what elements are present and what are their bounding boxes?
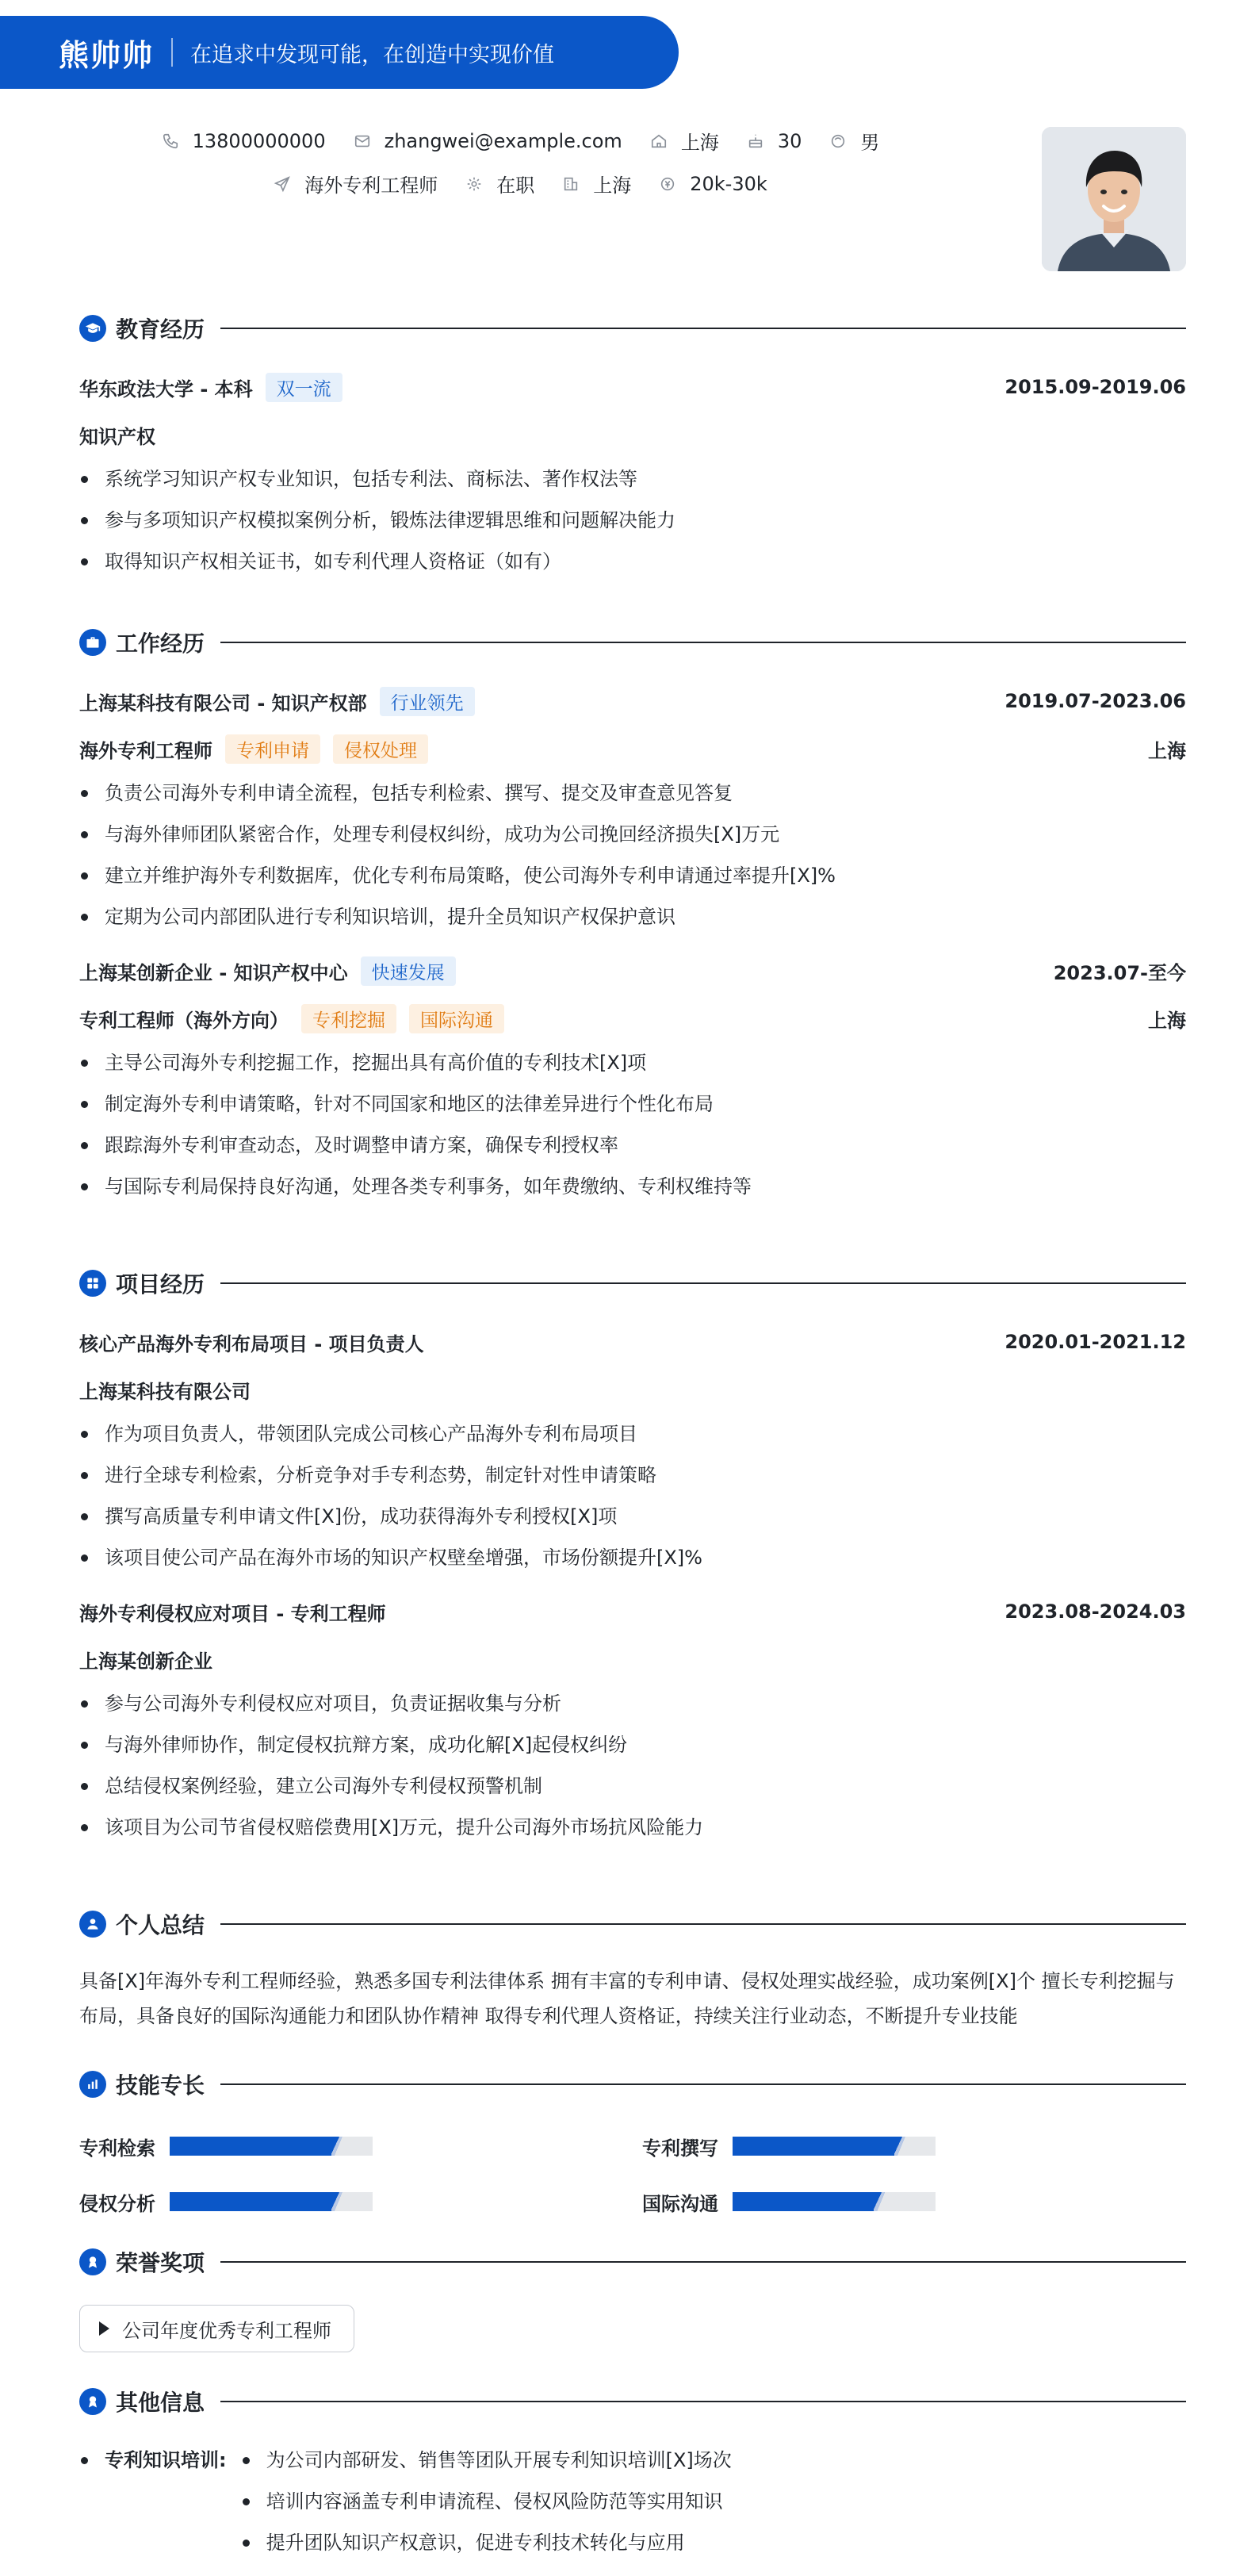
list-item: 培训内容涵盖专利申请流程、侵权风险防范等实用知识 bbox=[241, 2481, 732, 2522]
list-item: 为公司内部研发、销售等团队开展专利知识培训[X]场次 bbox=[241, 2440, 732, 2481]
list-item: 该项目使公司产品在海外市场的知识产权壁垒增强，市场份额提升[X]% bbox=[79, 1537, 1186, 1578]
phone-icon bbox=[159, 130, 182, 152]
work-date: 2023.07-至今 bbox=[1053, 961, 1186, 984]
skill-bar bbox=[733, 2137, 936, 2156]
section-title: 其他信息 bbox=[116, 2390, 205, 2416]
list-item: 作为项目负责人，带领团队完成公司核心产品海外专利布局项目 bbox=[79, 1413, 1186, 1455]
role-tag: 专利申请 bbox=[225, 734, 320, 764]
project-org: 上海某创新企业 bbox=[79, 1650, 212, 1673]
list-item: 与海外律师协作，制定侵权抗辩方案，成功化解[X]起侵权纠纷 bbox=[79, 1724, 1186, 1765]
contact-row-1 bbox=[0, 127, 1039, 155]
skill-bar-fill bbox=[733, 2137, 905, 2156]
other-section bbox=[79, 2386, 1186, 2563]
project-bullets bbox=[79, 1683, 1186, 1848]
education-date: 2015.09-2019.06 bbox=[1005, 376, 1186, 398]
education-header bbox=[79, 312, 1186, 344]
projects-section bbox=[79, 1267, 1186, 1848]
list-item: 撰写高质量专利申请文件[X]份，成功获得海外专利授权[X]项 bbox=[79, 1496, 1186, 1537]
list-item: 该项目为公司节省侵权赔偿费用[X]万元，提升公司海外市场抗风险能力 bbox=[79, 1807, 1186, 1848]
coin-icon bbox=[656, 173, 679, 195]
skill-item bbox=[642, 2130, 1186, 2162]
candidate-motto: 在追求中发现可能，在创造中实现价值 bbox=[190, 42, 555, 67]
skill-name: 国际沟通 bbox=[642, 2192, 718, 2215]
avatar-portrait bbox=[1042, 127, 1186, 271]
skill-name: 专利撰写 bbox=[642, 2137, 718, 2160]
skill-name: 侵权分析 bbox=[79, 2192, 155, 2215]
section-divider bbox=[220, 1282, 1186, 1284]
section-divider bbox=[220, 2083, 1186, 2085]
cake-icon bbox=[744, 130, 767, 152]
skill-item bbox=[79, 2186, 642, 2218]
list-item: 制定海外专利申请策略，针对不同国家和地区的法律差异进行个性化布局 bbox=[79, 1083, 1186, 1125]
building-icon bbox=[560, 173, 582, 195]
work-city: 上海 bbox=[1148, 1009, 1186, 1032]
work-entry bbox=[79, 955, 1186, 1207]
job-role: 专利工程师（海外方向） bbox=[79, 1009, 289, 1032]
chart-icon bbox=[79, 2071, 106, 2098]
section-divider bbox=[220, 328, 1186, 329]
major: 知识产权 bbox=[79, 425, 155, 448]
contact-row-2 bbox=[0, 170, 1039, 197]
briefcase-icon bbox=[79, 629, 106, 656]
work-city: 上海 bbox=[1148, 739, 1186, 762]
section-title: 工作经历 bbox=[116, 631, 205, 657]
skills-header bbox=[79, 2068, 1186, 2100]
list-item: 主导公司海外专利挖掘工作，挖掘出具有高价值的专利技术[X]项 bbox=[79, 1042, 1186, 1083]
contact-city: 上海 bbox=[648, 127, 719, 155]
project-date: 2020.01-2021.12 bbox=[1005, 1331, 1186, 1353]
list-item: 建立并维护海外专利数据库，优化专利布局策略，使公司海外专利申请通过率提升[X]% bbox=[79, 855, 1186, 896]
user-icon bbox=[79, 1911, 106, 1938]
other-header bbox=[79, 2386, 1186, 2417]
header-divider bbox=[171, 38, 173, 67]
skill-name: 专利检索 bbox=[79, 2137, 155, 2160]
skill-item bbox=[642, 2186, 1186, 2218]
award-icon bbox=[79, 2248, 106, 2275]
summary-header bbox=[79, 1908, 1186, 1940]
list-item: 跟踪海外专利审查动态，及时调整申请方案，确保专利授权率 bbox=[79, 1125, 1186, 1166]
contact-expected-city: 上海 bbox=[560, 170, 631, 197]
play-icon bbox=[99, 2321, 109, 2336]
section-divider bbox=[220, 642, 1186, 643]
list-item: 负责公司海外专利申请全流程，包括专利检索、撰写、提交及审查意见答复 bbox=[79, 772, 1186, 814]
list-item: 取得知识产权相关证书，如专利代理人资格证（如有） bbox=[79, 541, 1186, 582]
summary-section bbox=[79, 1908, 1186, 2034]
other-bullets bbox=[241, 2440, 732, 2563]
projects-header bbox=[79, 1267, 1186, 1299]
section-divider bbox=[220, 2401, 1186, 2402]
list-item: 参与多项知识产权模拟案例分析，锻炼法律逻辑思维和问题解决能力 bbox=[79, 500, 1186, 541]
contact-salary: 20k-30k bbox=[656, 173, 767, 195]
section-divider bbox=[220, 1923, 1186, 1925]
education-bullets bbox=[79, 458, 1186, 582]
project-bullets bbox=[79, 1413, 1186, 1578]
contact-gender: 男 bbox=[827, 127, 879, 155]
skill-bar bbox=[733, 2192, 936, 2211]
section-title: 教育经历 bbox=[116, 316, 205, 343]
mail-icon bbox=[351, 130, 373, 152]
project-title: 海外专利侵权应对项目 - 专利工程师 bbox=[79, 1602, 386, 1625]
project-title: 核心产品海外专利布局项目 - 项目负责人 bbox=[79, 1332, 424, 1355]
skill-bar-fill bbox=[733, 2192, 885, 2211]
send-icon bbox=[271, 173, 293, 195]
list-item: 进行全球专利检索，分析竞争对手专利态势，制定针对性申请策略 bbox=[79, 1455, 1186, 1496]
honors-header bbox=[79, 2246, 1186, 2278]
summary-text: 具备[X]年海外专利工程师经验，熟悉多国专利法律体系 拥有丰富的专利申请、侵权处理实战经验，成功案例[X]个 擅长专利挖掘与布局，具备良好的国际沟通能力和团队协作精神 取得专利代理人资格证，持续关注行业动态，不断提升专业技能 bbox=[79, 1970, 1175, 2027]
other-label: 专利知识培训: bbox=[79, 2440, 227, 2563]
education-section bbox=[79, 312, 1186, 582]
work-entry bbox=[79, 685, 1186, 937]
avatar bbox=[1042, 127, 1186, 271]
honor-badge: 公司年度优秀专利工程师 bbox=[79, 2305, 354, 2352]
home-icon bbox=[648, 130, 670, 152]
grid-icon bbox=[79, 1270, 106, 1297]
company-tag: 行业领先 bbox=[380, 687, 475, 716]
list-item: 系统学习知识产权专业知识，包括专利法、商标法、著作权法等 bbox=[79, 458, 1186, 500]
project-date: 2023.08-2024.03 bbox=[1005, 1600, 1186, 1623]
project-entry bbox=[79, 1596, 1186, 1848]
school-name: 华东政法大学 - 本科 bbox=[79, 378, 253, 401]
candidate-name: 熊帅帅 bbox=[59, 37, 155, 73]
gender-icon bbox=[827, 130, 849, 152]
work-header bbox=[79, 627, 1186, 658]
role-tag: 侵权处理 bbox=[333, 734, 428, 764]
contact-job-target: 海外专利工程师 bbox=[271, 170, 438, 197]
section-title: 项目经历 bbox=[116, 1271, 205, 1298]
graduation-cap-icon bbox=[79, 315, 106, 342]
contact-phone[interactable]: 13800000000 bbox=[159, 130, 326, 152]
contact-status: 在职 bbox=[463, 170, 534, 197]
job-role: 海外专利工程师 bbox=[79, 739, 212, 762]
list-item: 提升团队知识产权意识，促进专利技术转化与应用 bbox=[241, 2522, 732, 2563]
skills-grid bbox=[79, 2130, 1186, 2218]
work-section bbox=[79, 627, 1186, 1207]
school-tag: 双一流 bbox=[266, 373, 342, 402]
section-title: 个人总结 bbox=[116, 1912, 205, 1938]
work-bullets bbox=[79, 772, 1186, 937]
work-bullets bbox=[79, 1042, 1186, 1207]
award-icon bbox=[79, 2388, 106, 2415]
header-banner bbox=[0, 16, 679, 89]
project-entry bbox=[79, 1326, 1186, 1578]
contact-age: 30 bbox=[744, 130, 802, 152]
contact-email[interactable]: zhangwei@example.com bbox=[351, 130, 622, 152]
section-title: 技能专长 bbox=[116, 2072, 205, 2099]
work-date: 2019.07-2023.06 bbox=[1005, 690, 1186, 712]
list-item: 定期为公司内部团队进行专利知识培训，提升全员知识产权保护意识 bbox=[79, 896, 1186, 937]
skills-section bbox=[79, 2068, 1186, 2218]
role-tag: 国际沟通 bbox=[409, 1004, 504, 1033]
project-org: 上海某科技有限公司 bbox=[79, 1380, 251, 1403]
section-title: 荣誉奖项 bbox=[116, 2250, 205, 2276]
honors-section bbox=[79, 2246, 1186, 2352]
skill-bar bbox=[170, 2137, 373, 2156]
company-tag: 快速发展 bbox=[361, 956, 456, 986]
company-name: 上海某创新企业 - 知识产权中心 bbox=[79, 961, 348, 984]
other-entry bbox=[79, 2440, 1186, 2563]
list-item: 参与公司海外专利侵权应对项目，负责证据收集与分析 bbox=[79, 1683, 1186, 1724]
list-item: 与国际专利局保持良好沟通，处理各类专利事务，如年费缴纳、专利权维持等 bbox=[79, 1166, 1186, 1207]
list-item: 与海外律师团队紧密合作，处理专利侵权纠纷，成功为公司挽回经济损失[X]万元 bbox=[79, 814, 1186, 855]
education-entry bbox=[79, 371, 1186, 582]
section-divider bbox=[220, 2261, 1186, 2263]
gear-icon bbox=[463, 173, 485, 195]
company-name: 上海某科技有限公司 - 知识产权部 bbox=[79, 692, 367, 715]
skill-item bbox=[79, 2130, 642, 2162]
skill-bar bbox=[170, 2192, 373, 2211]
skill-bar-fill bbox=[170, 2192, 342, 2211]
list-item: 总结侵权案例经验，建立公司海外专利侵权预警机制 bbox=[79, 1765, 1186, 1807]
skill-bar-fill bbox=[170, 2137, 342, 2156]
role-tag: 专利挖掘 bbox=[301, 1004, 396, 1033]
